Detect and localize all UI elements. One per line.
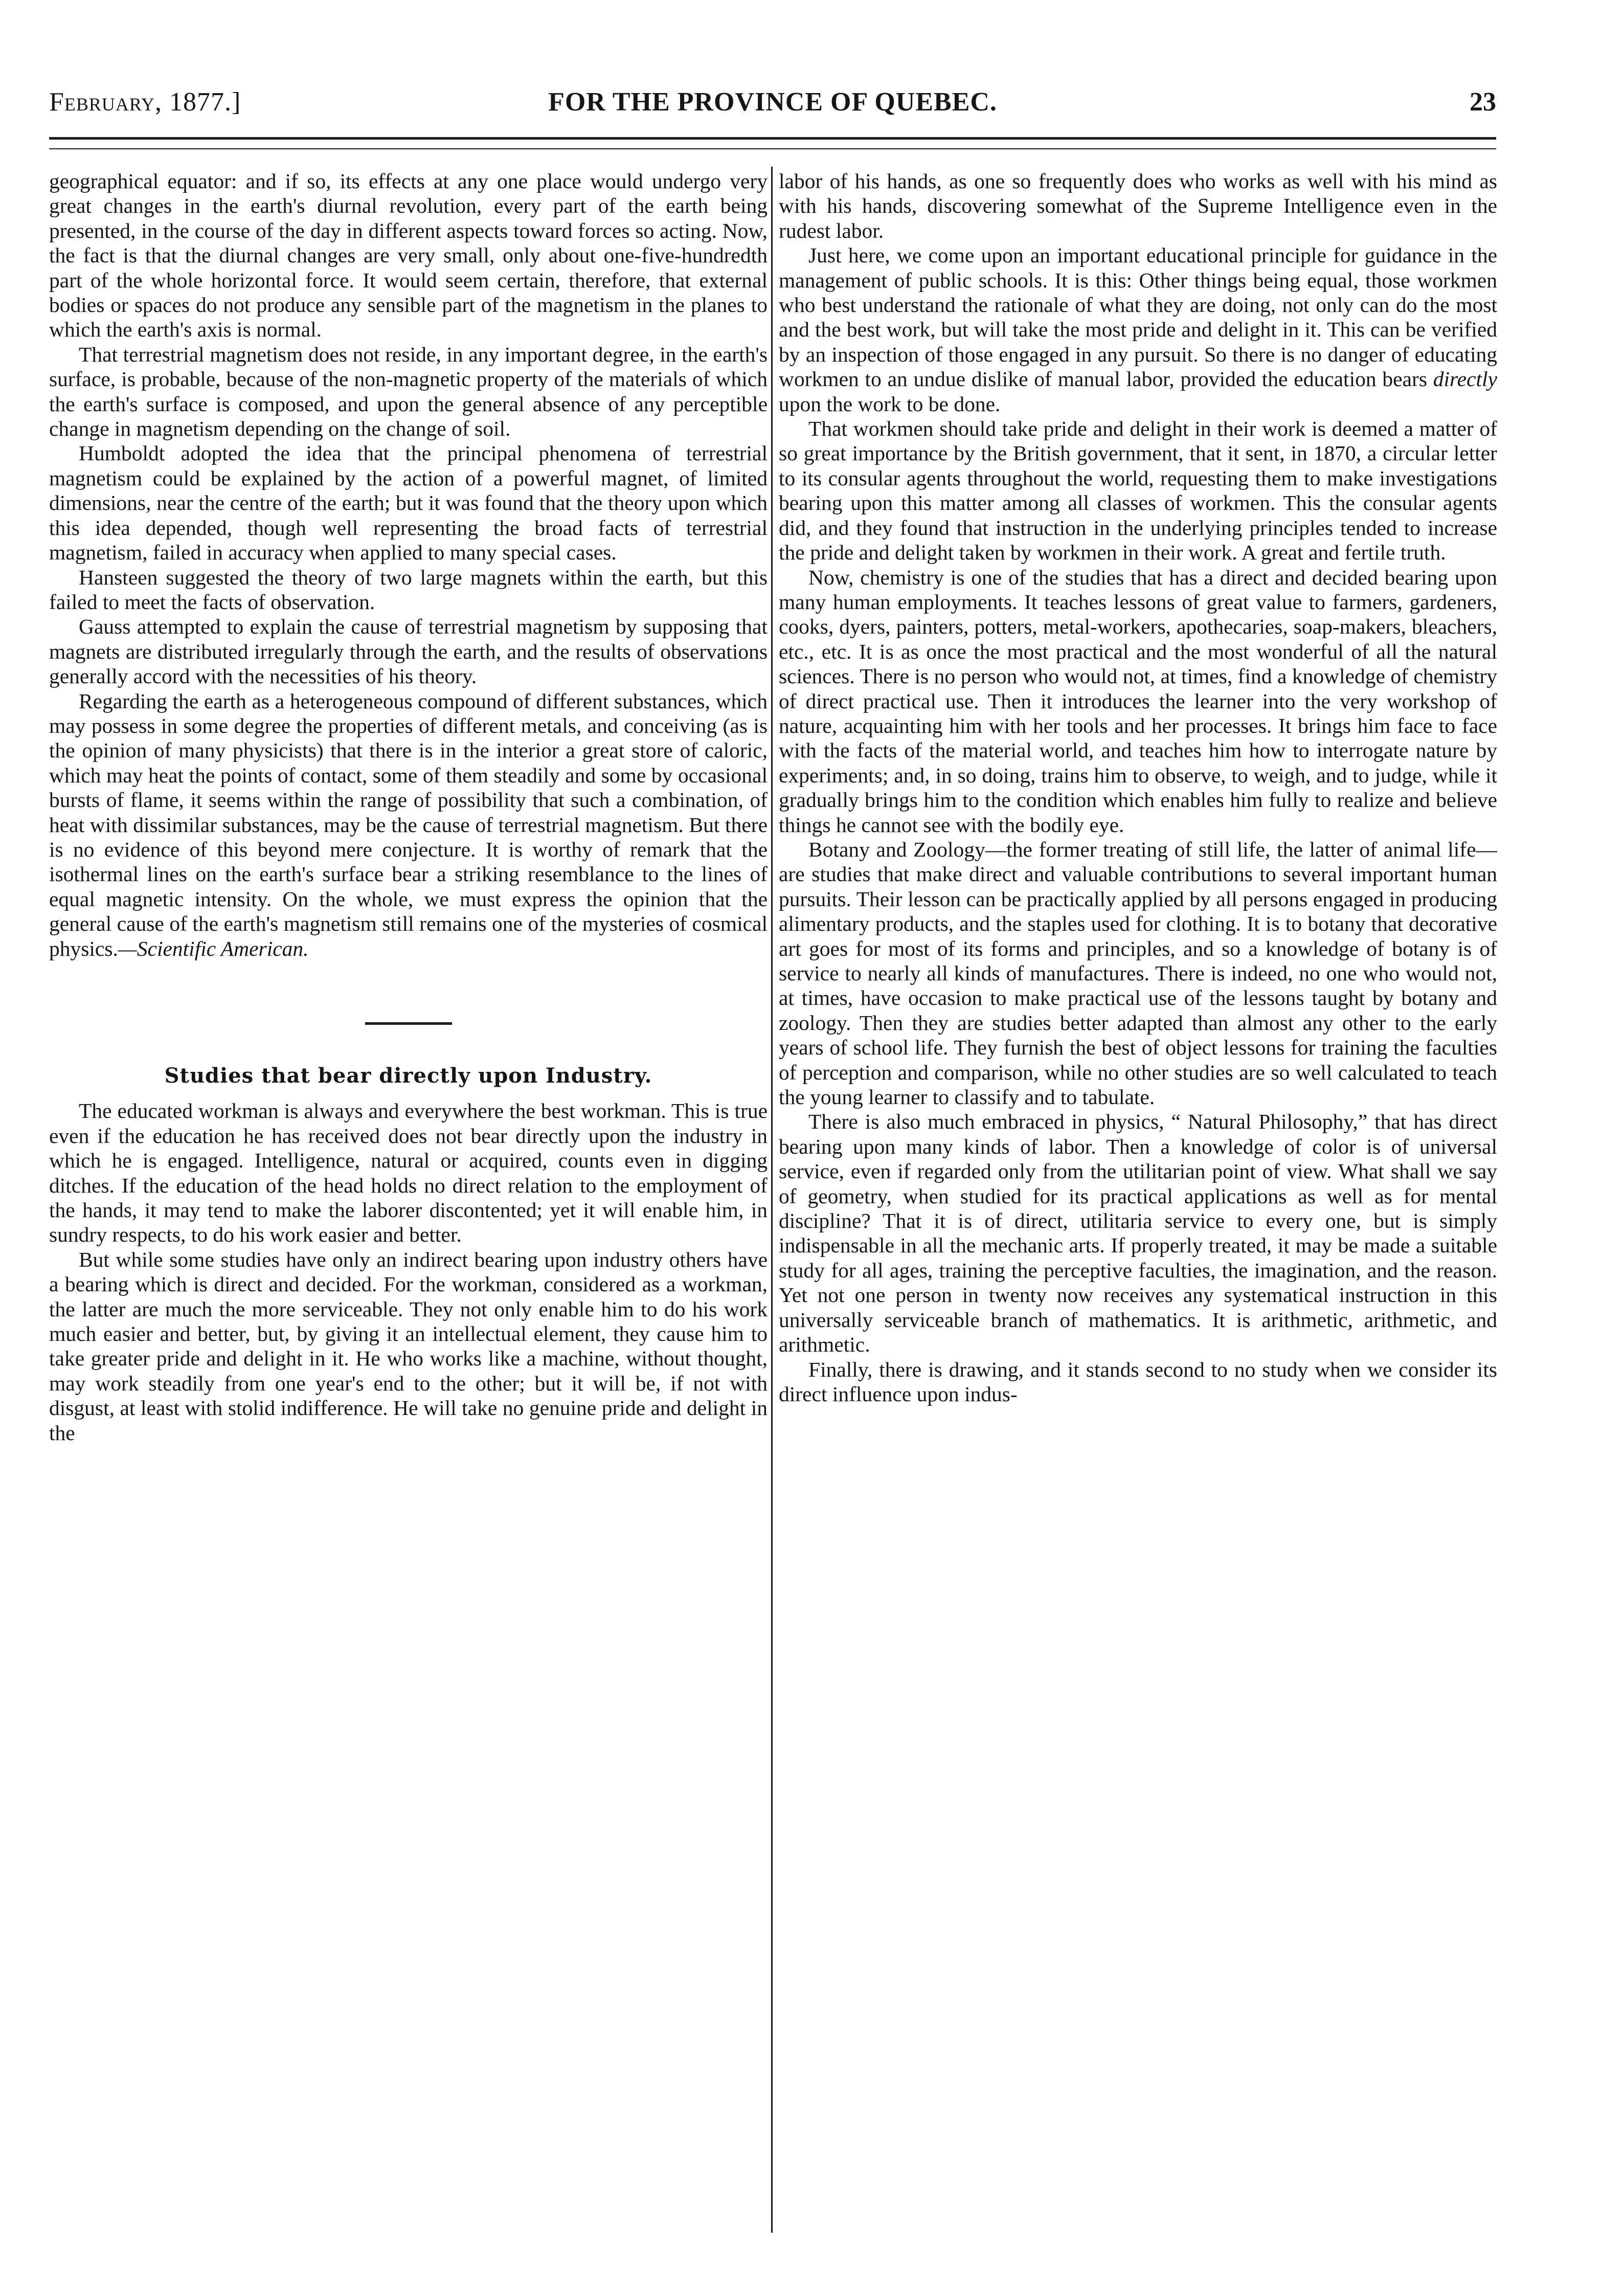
paragraph: That terrestrial magnetism does not reside, in any important degree, in the earth's surface, is probable, because of the non-magnetic property of the materials of which the earth's surface is composed, and upon the general absence of any perceptible change in magnetism depending on the change of soil. — [49, 342, 768, 441]
paragraph: geographical equator: and if so, its effects at any one place would undergo very great changes in the earth's diurnal revolution, every part of the earth being presented, in the course of the day in different aspects toward forces so acting. Now, the fact is that the diurnal changes are very small, only about one-five-hundredth part of the whole horizontal force. It would seem certain, therefore, that external bodies or spaces do not produce any sensible part of the magnetism in the planes to which the earth's axis is normal. — [49, 169, 768, 342]
left-column — [49, 169, 768, 1445]
paragraph — [779, 243, 1497, 416]
page-number: 23 — [1470, 87, 1496, 117]
running-title: FOR THE PROVINCE OF QUEBEC. — [548, 87, 997, 117]
paragraph: Gauss attempted to explain the cause of terrestrial magnetism by supposing that magnets are distributed irregularly through the earth, and the results of observations generally accord with the necessities of his theory. — [49, 615, 768, 688]
column-divider — [771, 167, 773, 2233]
paragraph: Hansteen suggested the theory of two large magnets within the earth, but this failed to meet the facts of observation. — [49, 565, 768, 614]
paragraph: Finally, there is drawing, and it stands second to no study when we consider its direct influence upon indus- — [779, 1357, 1497, 1406]
issue-date: February, 1877.] — [49, 87, 241, 117]
right-column — [779, 169, 1497, 1406]
paragraph — [49, 689, 768, 961]
article-title: Studies that bear directly upon Industry. — [164, 1064, 652, 1088]
paragraph-text-end: upon the work to be done. — [779, 392, 1001, 416]
paragraph-text: Regarding the earth as a heterogeneous compound of different substances, which may possess in some degree the properties of different metals, and conceiving (as is the opinion of many physicists) that there is in the interior a great store of caloric, which may heat the points of contact, some of them steadily and some by occasional bursts of flame, it seems within the range of possibility that such a combination, of heat with dissimilar substances, may be the cause of terrestrial magnetism. But there is no evidence of this beyond mere conjecture. It is worthy of remark that the isothermal lines on the earth's surface bear a striking resemblance to the lines of equal magnetic intensity. On the whole, we must express the opinion that the general cause of the earth's magnetism still remains one of the mysteries of cosmical physics. — [49, 689, 768, 960]
paragraph: But while some studies have only an indirect bearing upon industry others have a bearing which is direct and decided. For the workman, considered as a workman, the latter are much the more serviceable. They not only enable him to do his work much easier and better, but, by giving it an intellectual element, they cause him to take greater pride and delight in it. He who works like a machine, without thought, may work steadily from one year's end to the other; but it will be, if not with disgust, at least with stolid indifference. He will take no genuine pride and delight in the — [49, 1247, 768, 1445]
header-rule-thin — [49, 148, 1496, 149]
emphasis: directly — [1433, 367, 1497, 391]
paragraph: Humboldt adopted the idea that the principal phenomena of terrestrial magnetism could be explained by the action of a powerful magnet, of limited dimensions, near the centre of the earth; but it was found that the theory upon which this idea depended, though well representing the broad facts of terrestrial magnetism, failed in accuracy when applied to many special cases. — [49, 441, 768, 565]
paragraph: That workmen should take pride and delight in their work is deemed a matter of so great importance by the British government, that it sent, in 1870, a circular letter to its consular agents throughout the world, requesting them to make investigations bearing upon this matter among all classes of workmen. This the consular agents did, and they found that instruction in the underlying principles tended to increase the pride and delight taken by workmen in their work. A great and fertile truth. — [779, 417, 1497, 565]
paragraph: The educated workman is always and everywhere the best workman. This is true even if the education he has received does not bear directly upon the industry in which he is engaged. Intelligence, natural or acquired, counts even in digging ditches. If the education of the head holds no direct relation to the employment of the hands, it may tend to make the laborer discontented; yet it will enable him, in sundry respects, to do his work easier and better. — [49, 1099, 768, 1247]
paragraph: There is also much embraced in physics, “ Natural Philosophy,” that has direct bearing upon many kinds of labor. Then a knowledge of color is of universal service, even if regarded only from the utilitarian point of view. What shall we say of geometry, when studied for its practical applications as well as for mental discipline? That it is of direct, utilitaria service to every one, but is simply indispensable in all the mechanic arts. If properly treated, it may be made a suitable study for all ages, training the perceptive faculties, the imagination, and the reason. Yet not one person in twenty now receives any systematical instruction in this universally serviceable branch of mathematics. It is arithmetic, arithmetic, and arithmetic. — [779, 1110, 1497, 1357]
paragraph: Now, chemistry is one of the studies that has a direct and decided bearing upon many human employments. It teaches lessons of great value to farmers, gardeners, cooks, dyers, painters, potters, metal-workers, apothecaries, soap-makers, bleachers, etc., etc. It is as once the most practical and the most wonderful of all the natural sciences. There is no person who would not, at times, find a knowledge of chemistry of direct practical use. Then it introduces the learner into the very workshop of nature, acquainting him with her tools and her processes. It brings him face to face with the facts of the material world, and teaches him how to interrogate nature by experiments; and, in so doing, trains him to observe, to weigh, and to judge, while it gradually brings him to the condition which enables him fully to realize and believe things he cannot see with the bodily eye. — [779, 565, 1497, 837]
paragraph-text: Just here, we come upon an important educational principle for guidance in the management of public schools. It is this: Other things being equal, those workmen who best understand the rationale of what they are doing, not only can do the most and the best work, but will take the most pride and delight in it. This can be verified by an inspection of those engaged in any pursuit. So there is no danger of educating workmen to an undue dislike of manual labor, provided the education bears — [779, 243, 1497, 391]
page-header — [49, 82, 1496, 123]
paragraph: labor of his hands, as one so frequently does who works as well with his mind as with his hands, discovering somewhat of the Supreme Intelligence even in the rudest labor. — [779, 169, 1497, 242]
header-rule-thick — [49, 137, 1496, 140]
paragraph: Botany and Zoology—the former treating of still life, the latter of animal life—are studies that make direct and valuable contributions to several important human pursuits. Their lesson can be practically applied by all persons engaged in producing alimentary products, and the staples used for clothing. It is to botany that decorative art goes for most of its forms and principles, and so a knowledge of botany is of service to nearly all kinds of manufactures. There is indeed, no one who would not, at times, have occasion to make practical use of the lessons taught by botany and zoology. Then they are studies better adapted than almost any other to the early years of school life. They furnish the best of object lessons for training the faculties of perception and comparison, while no other studies are so well calculated to teach the young learner to classify and to tabulate. — [779, 837, 1497, 1109]
citation: —Scientific American. — [118, 936, 309, 960]
article-separator — [365, 1022, 452, 1025]
